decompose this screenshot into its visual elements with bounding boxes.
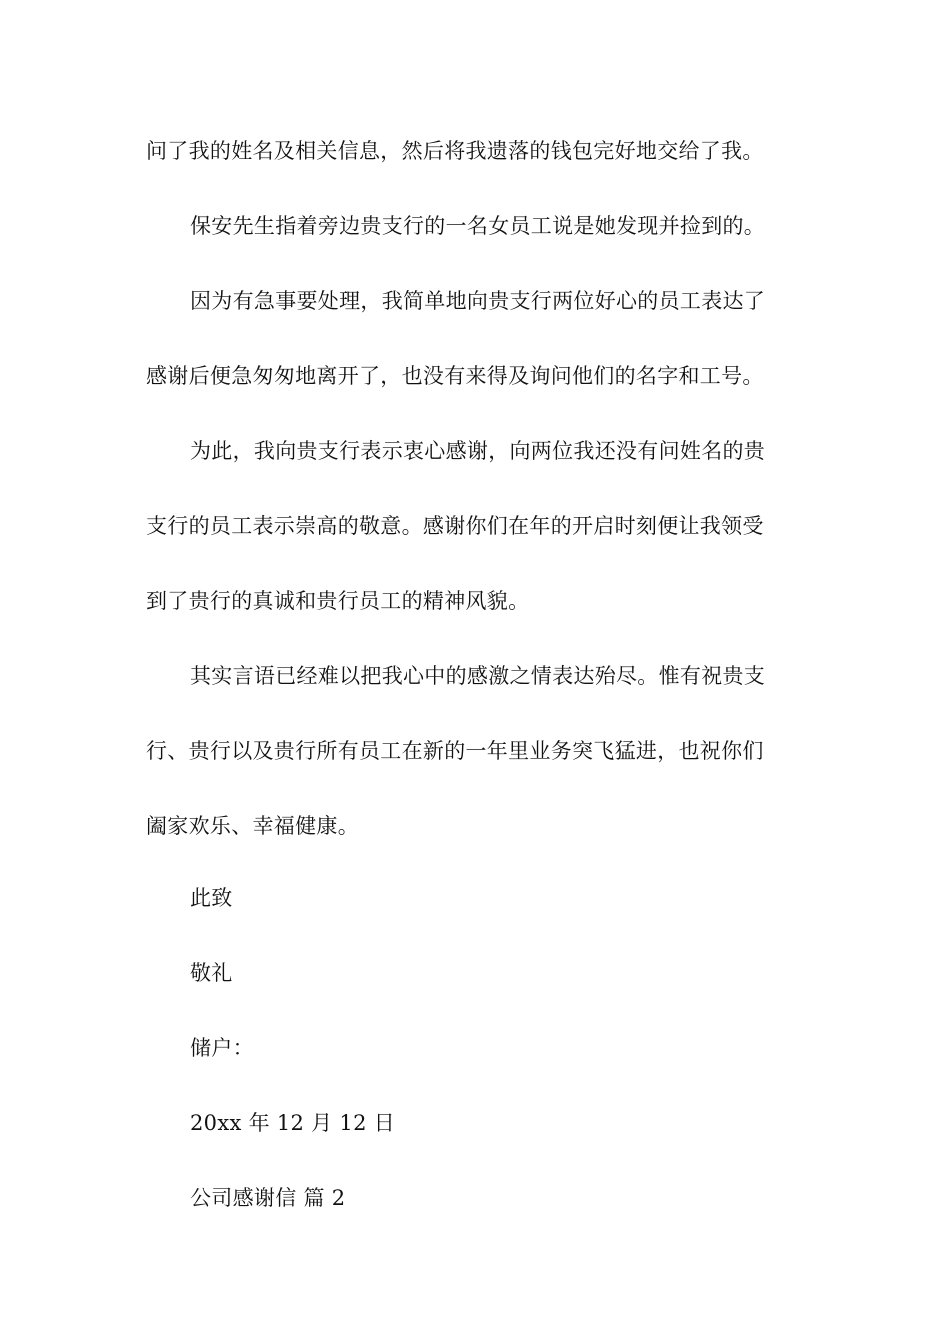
closing-salutation: 此致: [190, 886, 233, 910]
paragraph-first-line: 保安先生指着旁边贵支行的一名女员工说是她发现并捡到的。: [190, 214, 766, 238]
letter-date: 20xx 年 12 月 12 日: [190, 1111, 396, 1135]
body-line: 行、贵行以及贵行所有员工在新的一年里业务突飞猛进，也祝你们: [146, 739, 764, 763]
body-line: 感谢后便急匆匆地离开了，也没有来得及询问他们的名字和工号。: [146, 364, 764, 388]
body-line: 阖家欢乐、幸福健康。: [146, 814, 359, 838]
section-title: 公司感谢信 篇 2: [190, 1186, 346, 1210]
body-line: 支行的员工表示崇高的敬意。感谢你们在年的开启时刻便让我领受: [146, 514, 764, 538]
closing-regards: 敬礼: [190, 961, 233, 985]
paragraph-first-line: 其实言语已经难以把我心中的感激之情表达殆尽。惟有祝贵支: [190, 664, 766, 688]
paragraph-first-line: 因为有急事要处理，我简单地向贵支行两位好心的员工表达了: [190, 289, 766, 313]
signer-label: 储户：: [190, 1036, 254, 1060]
body-line: 到了贵行的真诚和贵行员工的精神风貌。: [146, 589, 530, 613]
paragraph-first-line: 为此，我向贵支行表示衷心感谢，向两位我还没有问姓名的贵: [190, 439, 766, 463]
body-line: 问了我的姓名及相关信息，然后将我遗落的钱包完好地交给了我。: [146, 139, 764, 163]
